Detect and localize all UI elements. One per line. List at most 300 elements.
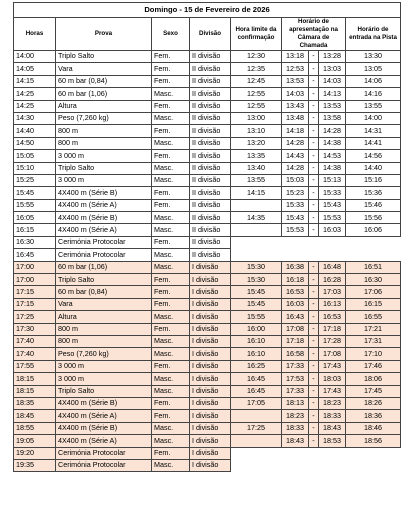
cell-divisao: II divisão bbox=[190, 137, 231, 149]
cell-hora: 17:40 bbox=[14, 348, 56, 360]
table-row bbox=[14, 397, 401, 409]
cell-prova: Triplo Salto bbox=[56, 162, 152, 174]
cell-divisao: II divisão bbox=[190, 199, 231, 211]
cell-apresentacao-fim: 13:28 bbox=[319, 51, 346, 63]
cell-hora: 18:55 bbox=[14, 422, 56, 434]
cell-apresentacao-fim: 17:43 bbox=[319, 385, 346, 397]
cell-entrada: 13:30 bbox=[346, 51, 401, 63]
cell-divisao: II divisão bbox=[190, 212, 231, 224]
cell-divisao: II divisão bbox=[190, 112, 231, 124]
table-row bbox=[14, 422, 401, 434]
table-row bbox=[14, 261, 401, 273]
table-row bbox=[14, 410, 401, 422]
cell-separator: - bbox=[309, 112, 319, 124]
cell-entrada: 15:46 bbox=[346, 199, 401, 211]
cell-sexo: Masc. bbox=[152, 335, 190, 347]
cell-divisao: I divisão bbox=[190, 410, 231, 422]
cell-hora-limite: 16:45 bbox=[231, 373, 282, 385]
cell-separator: - bbox=[309, 311, 319, 323]
cell-hora-limite: 16:10 bbox=[231, 335, 282, 347]
cell-sexo: Fem. bbox=[152, 286, 190, 298]
cell-entrada: 17:46 bbox=[346, 360, 401, 372]
cell-sexo: Fem. bbox=[152, 236, 190, 248]
cell-hora: 14:15 bbox=[14, 75, 56, 87]
cell-apresentacao-inicio: 18:33 bbox=[282, 422, 309, 434]
cell-entrada: 16:30 bbox=[346, 274, 401, 286]
header-divisao: Divisão bbox=[190, 18, 231, 51]
cell-divisao: I divisão bbox=[190, 323, 231, 335]
cell-sexo: Masc. bbox=[152, 88, 190, 100]
cell-prova: 4X400 m (Série B) bbox=[56, 422, 152, 434]
table-row bbox=[14, 298, 401, 310]
cell-sexo: Masc. bbox=[152, 162, 190, 174]
cell-divisao: I divisão bbox=[190, 397, 231, 409]
cell-hora-limite: 15:55 bbox=[231, 311, 282, 323]
table-row bbox=[14, 435, 401, 447]
cell-apresentacao-fim: 18:23 bbox=[319, 397, 346, 409]
cell-apresentacao-fim: 17:08 bbox=[319, 348, 346, 360]
cell-sexo: Masc. bbox=[152, 112, 190, 124]
cell-sexo: Masc. bbox=[152, 174, 190, 186]
cell-hora: 19:35 bbox=[14, 459, 56, 471]
cell-apresentacao-inicio: 16:43 bbox=[282, 311, 309, 323]
table-row bbox=[14, 51, 401, 63]
cell-prova: Cerimónia Protocolar bbox=[56, 249, 152, 261]
cell-hora-limite: 12:30 bbox=[231, 51, 282, 63]
cell-divisao: II divisão bbox=[190, 75, 231, 87]
cell-prova: Altura bbox=[56, 100, 152, 112]
schedule-title: Domingo - 15 de Fevereiro de 2026 bbox=[14, 3, 401, 18]
cell-prova: Cerimónia Protocolar bbox=[56, 447, 152, 459]
table-row bbox=[14, 162, 401, 174]
cell-hora-limite: 12:55 bbox=[231, 100, 282, 112]
cell-prova: Cerimónia Protocolar bbox=[56, 236, 152, 248]
cell-apresentacao-fim: 16:48 bbox=[319, 261, 346, 273]
cell-sexo: Fem. bbox=[152, 150, 190, 162]
cell-apresentacao-inicio: 14:43 bbox=[282, 150, 309, 162]
cell-entrada: 18:06 bbox=[346, 373, 401, 385]
table-row bbox=[14, 212, 401, 224]
cell-separator: - bbox=[309, 385, 319, 397]
cell-sexo: Fem. bbox=[152, 100, 190, 112]
cell-sexo: Fem. bbox=[152, 51, 190, 63]
cell-hora-limite bbox=[231, 410, 282, 422]
cell-separator: - bbox=[309, 63, 319, 75]
table-row bbox=[14, 100, 401, 112]
table-row bbox=[14, 112, 401, 124]
cell-hora-limite: 16:25 bbox=[231, 360, 282, 372]
cell-separator: - bbox=[309, 162, 319, 174]
cell-hora-limite: 13:00 bbox=[231, 112, 282, 124]
cell-hora: 14:25 bbox=[14, 100, 56, 112]
cell-entrada: 15:36 bbox=[346, 187, 401, 199]
cell-separator: - bbox=[309, 51, 319, 63]
cell-apresentacao-fim: 16:13 bbox=[319, 298, 346, 310]
table-row bbox=[14, 335, 401, 347]
cell-entrada: 13:05 bbox=[346, 63, 401, 75]
cell-separator: - bbox=[309, 224, 319, 236]
cell-hora-limite: 13:35 bbox=[231, 150, 282, 162]
cell-separator: - bbox=[309, 335, 319, 347]
cell-sexo: Masc. bbox=[152, 311, 190, 323]
cell-sexo: Masc. bbox=[152, 212, 190, 224]
cell-separator: - bbox=[309, 397, 319, 409]
cell-separator: - bbox=[309, 88, 319, 100]
cell-entrada: 14:16 bbox=[346, 88, 401, 100]
cell-prova: 3 000 m bbox=[56, 360, 152, 372]
cell-prova: 4X400 m (Série B) bbox=[56, 397, 152, 409]
cell-divisao: I divisão bbox=[190, 447, 231, 459]
cell-hora: 19:20 bbox=[14, 447, 56, 459]
cell-apresentacao-inicio: 12:53 bbox=[282, 63, 309, 75]
cell-sexo: Fem. bbox=[152, 447, 190, 459]
cell-apresentacao-fim: 18:03 bbox=[319, 373, 346, 385]
cell-apresentacao-fim: 14:53 bbox=[319, 150, 346, 162]
cell-hora-limite: 15:30 bbox=[231, 274, 282, 286]
cell-apresentacao-fim: 18:43 bbox=[319, 422, 346, 434]
cell-separator: - bbox=[309, 373, 319, 385]
cell-apresentacao-fim: 17:28 bbox=[319, 335, 346, 347]
cell-hora-limite: 13:10 bbox=[231, 125, 282, 137]
table-row bbox=[14, 274, 401, 286]
cell-separator: - bbox=[309, 174, 319, 186]
cell-separator: - bbox=[309, 150, 319, 162]
table-row bbox=[14, 199, 401, 211]
cell-divisao: II divisão bbox=[190, 249, 231, 261]
cell-apresentacao-fim: 16:28 bbox=[319, 274, 346, 286]
cell-sexo: Fem. bbox=[152, 187, 190, 199]
cell-sexo: Masc. bbox=[152, 422, 190, 434]
cell-hora: 16:05 bbox=[14, 212, 56, 224]
cell-divisao: II divisão bbox=[190, 88, 231, 100]
cell-hora: 17:55 bbox=[14, 360, 56, 372]
cell-divisao: I divisão bbox=[190, 422, 231, 434]
cell-separator: - bbox=[309, 212, 319, 224]
cell-apresentacao-fim: 17:03 bbox=[319, 286, 346, 298]
empty-area bbox=[231, 459, 401, 471]
cell-hora: 17:15 bbox=[14, 286, 56, 298]
cell-sexo: Masc. bbox=[152, 224, 190, 236]
cell-separator: - bbox=[309, 298, 319, 310]
cell-prova: 4X400 m (Série A) bbox=[56, 435, 152, 447]
cell-apresentacao-inicio: 16:58 bbox=[282, 348, 309, 360]
cell-sexo: Masc. bbox=[152, 385, 190, 397]
cell-entrada: 17:45 bbox=[346, 385, 401, 397]
cell-apresentacao-inicio: 14:28 bbox=[282, 137, 309, 149]
cell-apresentacao-inicio: 18:43 bbox=[282, 435, 309, 447]
table-row bbox=[14, 286, 401, 298]
cell-apresentacao-fim: 17:18 bbox=[319, 323, 346, 335]
cell-apresentacao-inicio: 13:18 bbox=[282, 51, 309, 63]
cell-separator: - bbox=[309, 187, 319, 199]
cell-divisao: I divisão bbox=[190, 348, 231, 360]
cell-entrada: 14:06 bbox=[346, 75, 401, 87]
cell-divisao: I divisão bbox=[190, 360, 231, 372]
table-row bbox=[14, 373, 401, 385]
cell-apresentacao-inicio: 15:03 bbox=[282, 174, 309, 186]
cell-entrada: 15:56 bbox=[346, 212, 401, 224]
cell-separator: - bbox=[309, 137, 319, 149]
cell-divisao: II divisão bbox=[190, 174, 231, 186]
cell-divisao: I divisão bbox=[190, 459, 231, 471]
cell-hora-limite: 12:45 bbox=[231, 75, 282, 87]
cell-hora: 18:15 bbox=[14, 385, 56, 397]
header-entrada: Horário de entrada na Pista bbox=[346, 18, 401, 51]
cell-sexo: Masc. bbox=[152, 137, 190, 149]
cell-prova: 800 m bbox=[56, 137, 152, 149]
table-row bbox=[14, 187, 401, 199]
cell-sexo: Masc. bbox=[152, 373, 190, 385]
cell-separator: - bbox=[309, 75, 319, 87]
cell-hora: 17:00 bbox=[14, 261, 56, 273]
cell-divisao: I divisão bbox=[190, 298, 231, 310]
cell-apresentacao-inicio: 17:18 bbox=[282, 335, 309, 347]
cell-apresentacao-inicio: 15:33 bbox=[282, 199, 309, 211]
cell-prova: 60 m bar (0,84) bbox=[56, 286, 152, 298]
cell-hora-limite: 14:35 bbox=[231, 212, 282, 224]
cell-hora-limite: 13:40 bbox=[231, 162, 282, 174]
table-row bbox=[14, 137, 401, 149]
cell-prova: Triplo Salto bbox=[56, 51, 152, 63]
cell-separator: - bbox=[309, 422, 319, 434]
cell-hora: 18:15 bbox=[14, 373, 56, 385]
cell-prova: Cerimónia Protocolar bbox=[56, 459, 152, 471]
cell-hora-limite: 17:05 bbox=[231, 397, 282, 409]
header-sexo: Sexo bbox=[152, 18, 190, 51]
table-row bbox=[14, 174, 401, 186]
cell-apresentacao-inicio: 16:53 bbox=[282, 286, 309, 298]
cell-apresentacao-inicio: 14:03 bbox=[282, 88, 309, 100]
cell-hora: 14:30 bbox=[14, 112, 56, 124]
cell-hora-limite: 13:20 bbox=[231, 137, 282, 149]
cell-apresentacao-fim: 18:33 bbox=[319, 410, 346, 422]
cell-apresentacao-inicio: 17:08 bbox=[282, 323, 309, 335]
cell-apresentacao-fim: 16:53 bbox=[319, 311, 346, 323]
cell-hora: 18:35 bbox=[14, 397, 56, 409]
cell-sexo: Fem. bbox=[152, 199, 190, 211]
cell-divisao: I divisão bbox=[190, 261, 231, 273]
cell-prova: 60 m bar (0,84) bbox=[56, 75, 152, 87]
cell-prova: Peso (7,260 kg) bbox=[56, 348, 152, 360]
cell-apresentacao-fim: 15:53 bbox=[319, 212, 346, 224]
cell-divisao: I divisão bbox=[190, 286, 231, 298]
cell-entrada: 14:40 bbox=[346, 162, 401, 174]
cell-hora-limite: 12:55 bbox=[231, 88, 282, 100]
cell-prova: 4X400 m (Série A) bbox=[56, 410, 152, 422]
table-row bbox=[14, 224, 401, 236]
cell-sexo: Fem. bbox=[152, 298, 190, 310]
cell-separator: - bbox=[309, 435, 319, 447]
cell-prova: 3 000 m bbox=[56, 373, 152, 385]
cell-prova: 4X400 m (Série A) bbox=[56, 224, 152, 236]
cell-divisao: II divisão bbox=[190, 236, 231, 248]
cell-sexo: Fem. bbox=[152, 63, 190, 75]
cell-entrada: 14:31 bbox=[346, 125, 401, 137]
cell-prova: 800 m bbox=[56, 335, 152, 347]
cell-hora: 15:45 bbox=[14, 187, 56, 199]
empty-area bbox=[231, 249, 401, 261]
cell-hora: 17:00 bbox=[14, 274, 56, 286]
cell-separator: - bbox=[309, 274, 319, 286]
cell-apresentacao-inicio: 14:18 bbox=[282, 125, 309, 137]
cell-entrada: 16:55 bbox=[346, 311, 401, 323]
table-row bbox=[14, 125, 401, 137]
table-row bbox=[14, 360, 401, 372]
cell-apresentacao-inicio: 16:03 bbox=[282, 298, 309, 310]
cell-entrada: 17:21 bbox=[346, 323, 401, 335]
cell-hora: 15:10 bbox=[14, 162, 56, 174]
cell-entrada: 18:46 bbox=[346, 422, 401, 434]
table-row bbox=[14, 75, 401, 87]
cell-apresentacao-inicio: 16:18 bbox=[282, 274, 309, 286]
table-row bbox=[14, 459, 401, 471]
cell-sexo: Masc. bbox=[152, 348, 190, 360]
cell-entrada: 14:56 bbox=[346, 150, 401, 162]
cell-apresentacao-inicio: 13:53 bbox=[282, 75, 309, 87]
table-row bbox=[14, 385, 401, 397]
table-row bbox=[14, 323, 401, 335]
cell-separator: - bbox=[309, 323, 319, 335]
schedule-table bbox=[13, 2, 401, 472]
cell-prova: 800 m bbox=[56, 125, 152, 137]
cell-separator: - bbox=[309, 199, 319, 211]
cell-hora: 14:25 bbox=[14, 88, 56, 100]
cell-apresentacao-inicio: 13:43 bbox=[282, 100, 309, 112]
cell-divisao: I divisão bbox=[190, 373, 231, 385]
cell-hora: 17:30 bbox=[14, 323, 56, 335]
cell-hora: 15:55 bbox=[14, 199, 56, 211]
cell-sexo: Fem. bbox=[152, 360, 190, 372]
cell-apresentacao-fim: 16:03 bbox=[319, 224, 346, 236]
cell-divisao: I divisão bbox=[190, 335, 231, 347]
table-row bbox=[14, 63, 401, 75]
table-row bbox=[14, 249, 401, 261]
cell-prova: Altura bbox=[56, 311, 152, 323]
cell-divisao: II divisão bbox=[190, 51, 231, 63]
cell-separator: - bbox=[309, 348, 319, 360]
cell-apresentacao-inicio: 18:13 bbox=[282, 397, 309, 409]
cell-entrada: 14:41 bbox=[346, 137, 401, 149]
header-prova: Prova bbox=[56, 18, 152, 51]
cell-prova: 3 000 m bbox=[56, 150, 152, 162]
cell-sexo: Fem. bbox=[152, 274, 190, 286]
cell-hora: 17:15 bbox=[14, 298, 56, 310]
cell-divisao: II divisão bbox=[190, 150, 231, 162]
cell-sexo: Fem. bbox=[152, 323, 190, 335]
cell-prova: Vara bbox=[56, 63, 152, 75]
cell-divisao: II divisão bbox=[190, 224, 231, 236]
cell-sexo: Fem. bbox=[152, 410, 190, 422]
cell-hora-limite bbox=[231, 435, 282, 447]
table-row bbox=[14, 150, 401, 162]
cell-hora-limite: 17:25 bbox=[231, 422, 282, 434]
empty-area bbox=[231, 447, 401, 459]
cell-entrada: 16:51 bbox=[346, 261, 401, 273]
cell-separator: - bbox=[309, 100, 319, 112]
cell-hora-limite bbox=[231, 199, 282, 211]
cell-apresentacao-inicio: 15:53 bbox=[282, 224, 309, 236]
cell-sexo: Fem. bbox=[152, 125, 190, 137]
cell-apresentacao-fim: 13:03 bbox=[319, 63, 346, 75]
cell-hora: 19:05 bbox=[14, 435, 56, 447]
table-row bbox=[14, 311, 401, 323]
table-row bbox=[14, 236, 401, 248]
cell-divisao: II divisão bbox=[190, 125, 231, 137]
cell-prova: 4X400 m (Série B) bbox=[56, 187, 152, 199]
cell-hora-limite bbox=[231, 224, 282, 236]
table-row bbox=[14, 348, 401, 360]
cell-divisao: II divisão bbox=[190, 100, 231, 112]
cell-divisao: II divisão bbox=[190, 63, 231, 75]
cell-hora: 18:45 bbox=[14, 410, 56, 422]
cell-entrada: 17:31 bbox=[346, 335, 401, 347]
cell-entrada: 14:00 bbox=[346, 112, 401, 124]
cell-hora-limite: 12:35 bbox=[231, 63, 282, 75]
cell-hora: 16:45 bbox=[14, 249, 56, 261]
cell-entrada: 17:10 bbox=[346, 348, 401, 360]
cell-hora: 17:40 bbox=[14, 335, 56, 347]
cell-separator: - bbox=[309, 410, 319, 422]
header-horas: Horas bbox=[14, 18, 56, 51]
cell-prova: 800 m bbox=[56, 323, 152, 335]
cell-prova: 4X400 m (Série B) bbox=[56, 212, 152, 224]
cell-sexo: Masc. bbox=[152, 459, 190, 471]
cell-apresentacao-inicio: 15:23 bbox=[282, 187, 309, 199]
cell-divisao: I divisão bbox=[190, 274, 231, 286]
cell-sexo: Fem. bbox=[152, 75, 190, 87]
cell-entrada: 18:36 bbox=[346, 410, 401, 422]
cell-apresentacao-fim: 13:53 bbox=[319, 100, 346, 112]
cell-hora-limite: 14:15 bbox=[231, 187, 282, 199]
cell-apresentacao-fim: 15:13 bbox=[319, 174, 346, 186]
cell-divisao: I divisão bbox=[190, 385, 231, 397]
cell-entrada: 13:55 bbox=[346, 100, 401, 112]
cell-hora: 15:25 bbox=[14, 174, 56, 186]
cell-hora-limite: 16:10 bbox=[231, 348, 282, 360]
empty-area bbox=[231, 236, 401, 248]
cell-hora: 14:50 bbox=[14, 137, 56, 149]
cell-apresentacao-inicio: 17:53 bbox=[282, 373, 309, 385]
cell-entrada: 17:06 bbox=[346, 286, 401, 298]
cell-entrada: 18:26 bbox=[346, 397, 401, 409]
header-hora-limite: Hora limite da confirmação bbox=[231, 18, 282, 51]
cell-hora: 14:05 bbox=[14, 63, 56, 75]
cell-hora: 16:30 bbox=[14, 236, 56, 248]
cell-divisao: I divisão bbox=[190, 311, 231, 323]
cell-apresentacao-fim: 14:38 bbox=[319, 162, 346, 174]
cell-apresentacao-inicio: 17:33 bbox=[282, 385, 309, 397]
cell-divisao: II divisão bbox=[190, 162, 231, 174]
cell-apresentacao-inicio: 15:43 bbox=[282, 212, 309, 224]
cell-prova: 4X400 m (Série A) bbox=[56, 199, 152, 211]
cell-divisao: I divisão bbox=[190, 435, 231, 447]
cell-apresentacao-fim: 18:53 bbox=[319, 435, 346, 447]
cell-separator: - bbox=[309, 360, 319, 372]
header-apresentacao: Horário de apresentação na Câmara de Chamada bbox=[282, 18, 346, 51]
cell-apresentacao-fim: 14:28 bbox=[319, 125, 346, 137]
cell-apresentacao-inicio: 17:33 bbox=[282, 360, 309, 372]
cell-prova: 60 m bar (1,06) bbox=[56, 261, 152, 273]
cell-hora-limite: 15:45 bbox=[231, 286, 282, 298]
cell-sexo: Masc. bbox=[152, 261, 190, 273]
cell-hora: 15:05 bbox=[14, 150, 56, 162]
cell-entrada: 16:06 bbox=[346, 224, 401, 236]
cell-hora-limite: 15:45 bbox=[231, 298, 282, 310]
cell-separator: - bbox=[309, 286, 319, 298]
cell-sexo: Masc. bbox=[152, 435, 190, 447]
cell-hora: 16:15 bbox=[14, 224, 56, 236]
cell-prova: Peso (7,260 kg) bbox=[56, 112, 152, 124]
